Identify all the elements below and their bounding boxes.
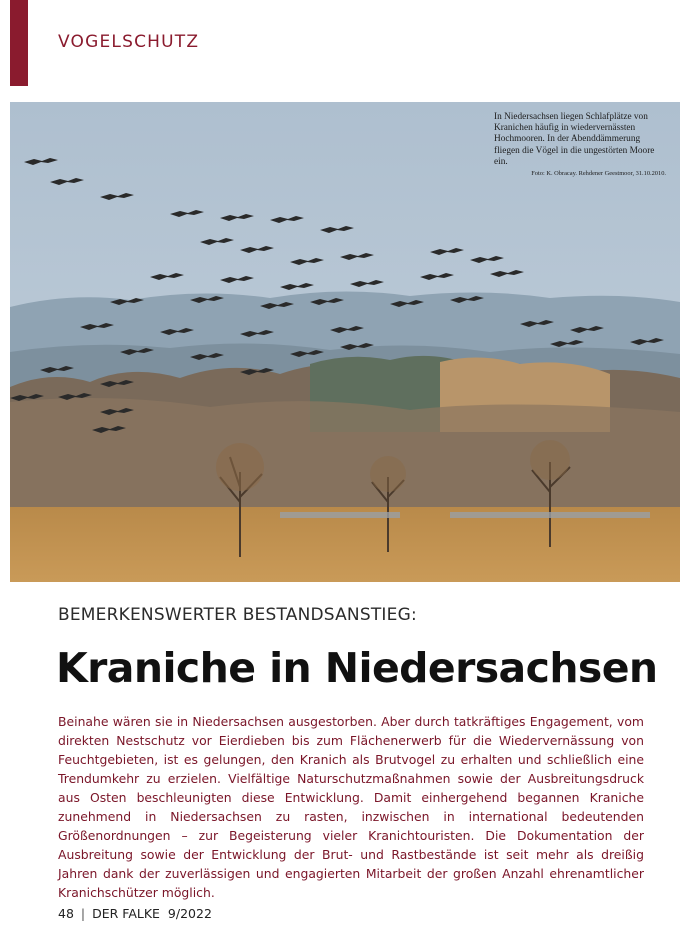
photo-credit: Foto: K. Obracay. Rehdener Geestmoor, 31.10.2010.: [531, 170, 666, 178]
section-label: VOGELSCHUTZ: [58, 32, 200, 52]
crane-photo: [10, 102, 680, 582]
caption-text: In Niedersachsen liegen Schlafplätze von Kranichen häufig in wiedervernässten Hochmooren. In der Abenddämmerung fliegen die Vögel in die ungestörten Moore ein.: [494, 112, 655, 167]
accent-bar: [10, 0, 28, 86]
page-footer: [58, 906, 212, 921]
article-lead: Beinahe wären sie in Niedersachsen ausgestorben. Aber durch tatkräftiges Engagement, vom direkten Nestschutz vor Eierdieben bis zum Flächenerwerb für die Wiedervernässung von Feuchtgebieten, ist es gelungen, den Kranich als Brutvogel zu erhalten und schließlich eine Trendumkehr zu erzielen. Vielfältige Naturschutzmaßnahmen sowie der Ausbreitungsdruck aus Osten beschleunigten diese Entwicklung. Damit einhergehend begannen Kraniche zunehmend in Niedersachsen zu rasten, inzwischen in international bedeutenden Größenordnungen – zur Begeisterung vieler Kranichtouristen. Die Dokumentation der Ausbreitung sowie der Entwicklung der Brut- und Rastbestände ist seit mehr als dreißig Jahren dank der zuverlässigen und engagierten Mitarbeit der großen Anzahl ehrenamtlicher Kranichschützer möglich.: [58, 714, 644, 900]
photo-caption: [494, 112, 666, 178]
issue-number: 9/2022: [167, 906, 212, 921]
article-kicker: BEMERKENSWERTER BESTANDSANSTIEG:: [58, 605, 417, 625]
article-title: Kraniche in Niedersachsen: [56, 644, 658, 692]
magazine-name: DER FALKE: [92, 906, 160, 921]
footer-separator: |: [80, 906, 86, 921]
page-number: 48: [58, 906, 74, 921]
